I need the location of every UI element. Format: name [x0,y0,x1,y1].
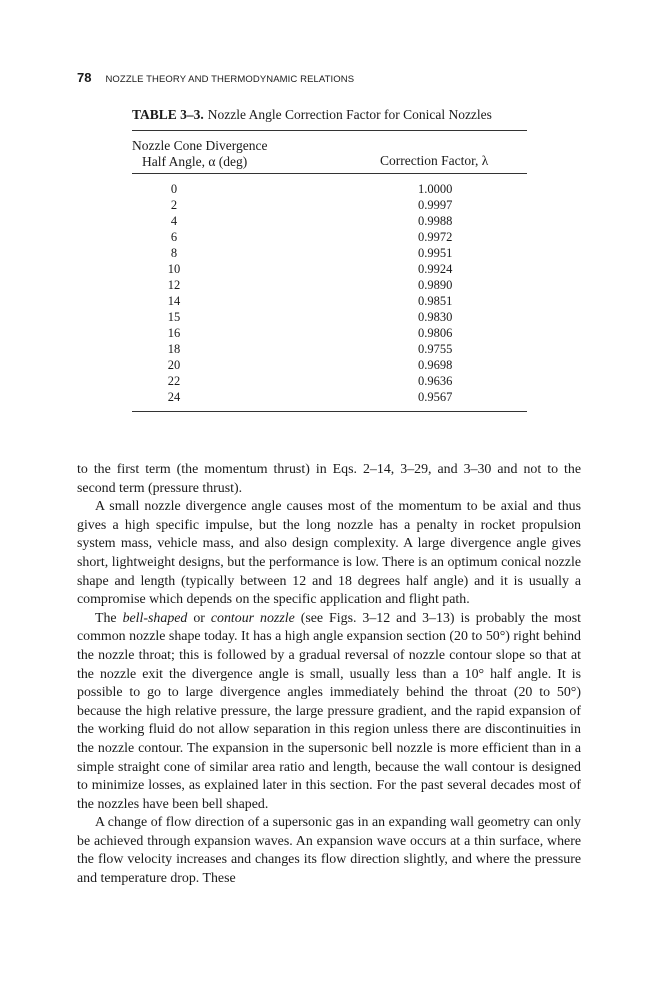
paragraph-3 [77,610,581,815]
table-row [132,261,527,277]
table-title: Nozzle Angle Correction Factor for Conical Nozzles [207,107,492,122]
correction-factor-cell: 0.9851 [418,294,453,308]
table-row [132,197,527,213]
table-row [132,277,527,293]
correction-factor-cell: 0.9972 [418,230,453,244]
half-angle-cell: 8 [170,246,178,260]
column-header-half-angle-line2: Half Angle, α (deg) [142,154,248,169]
paragraph-3-or: or [187,610,211,626]
table-row [132,389,527,405]
half-angle-cell: 2 [170,198,178,212]
page-number: 78 [77,70,92,85]
half-angle-cell: 15 [167,310,181,324]
correction-factor-cell: 0.9698 [418,358,453,372]
table-bottom-rule [132,411,527,412]
table-row [132,325,527,341]
table-row [132,341,527,357]
correction-factor-cell: 0.9997 [418,198,453,212]
table-caption [132,106,527,124]
correction-factor-cell: 0.9924 [418,262,453,276]
table-row [132,213,527,229]
half-angle-cell: 18 [167,342,181,356]
correction-factor-table [132,106,527,412]
table-row [132,229,527,245]
table-body [132,174,527,411]
table-row [132,373,527,389]
correction-factor-cell: 0.9890 [418,278,453,292]
term-bell-shaped: bell-shaped [122,610,188,626]
paragraph-1: to the first term (the momentum thrust) in Eqs. 2–14, 3–29, and 3–30 and not to the second term (pressure thrust). [77,462,581,496]
half-angle-cell: 20 [167,358,181,372]
table-row [132,293,527,309]
table-header-row [132,131,527,173]
half-angle-cell: 22 [167,374,181,388]
column-header-correction-factor: Correction Factor, λ [380,153,489,168]
column-header-half-angle [132,138,267,170]
running-head: NOZZLE THEORY AND THERMODYNAMIC RELATIONS [105,74,355,85]
correction-factor-cell: 0.9951 [418,246,453,260]
paragraph-2: A small nozzle divergence angle causes most of the momentum to be axial and thus gives a high specific impulse, but the long nozzle has a penalty in rocket propulsion system mass, vehicle mass, and also design complexity. A large divergence angle gives short, lightweight designs, but the performance is low. There is an optimum conical nozzle shape and length (typically between 12 and 18 degrees half angle) and it is usually a compromise which depends on the specific application and flight path. [77,499,581,608]
correction-factor-cell: 0.9830 [418,310,453,324]
half-angle-cell: 24 [167,390,181,404]
column-header-half-angle-line1: Nozzle Cone Divergence [132,138,268,153]
half-angle-cell: 6 [170,230,178,244]
body-text [77,461,581,889]
correction-factor-cell: 0.9988 [418,214,453,228]
table-row [132,309,527,325]
page-header [77,70,587,88]
table-row [132,357,527,373]
correction-factor-cell: 1.0000 [418,182,453,196]
paragraph-3-start: The [95,610,123,626]
correction-factor-cell: 0.9636 [418,374,453,388]
half-angle-cell: 16 [167,326,181,340]
paragraph-3-rest: (see Figs. 3–12 and 3–13) is probably the most common nozzle shape today. It has a high angle expansion section (20 to 50°) right behind the nozzle throat; this is followed by a gradual reversal of nozzle contour slope so that at the nozzle exit the divergence angle is small, usually less than a 10° half angle. It is possible to go to large divergence angles immediately behind the throat (20 to 50°) because the high relative pressure, the large pressure gradient, and the rapid expansion of the working fluid do not allow separation in this region unless there are discontinuities in the nozzle contour. The expansion in the supersonic bell nozzle is more efficient than in a simple straight cone of similar area ratio and length, because the wall contour is designed to minimize losses, as explained later in this section. For the past several decades most of the nozzles have been bell shaped. [77,610,581,812]
paragraph-4: A change of flow direction of a supersonic gas in an expanding wall geometry can only be achieved through expansion waves. An expansion wave occurs at a thin surface, where the flow velocity increases and changes its flow direction slightly, and where the pressure and temperature drop. These [77,815,581,887]
correction-factor-cell: 0.9755 [418,342,453,356]
table-row [132,181,527,197]
half-angle-cell: 4 [170,214,178,228]
correction-factor-cell: 0.9806 [418,326,453,340]
half-angle-cell: 10 [167,262,181,276]
half-angle-cell: 12 [167,278,181,292]
table-row [132,245,527,261]
half-angle-cell: 0 [170,182,178,196]
term-contour-nozzle: contour nozzle [210,610,295,626]
correction-factor-cell: 0.9567 [418,390,453,404]
table-label: TABLE 3–3. [132,107,204,122]
half-angle-cell: 14 [167,294,181,308]
